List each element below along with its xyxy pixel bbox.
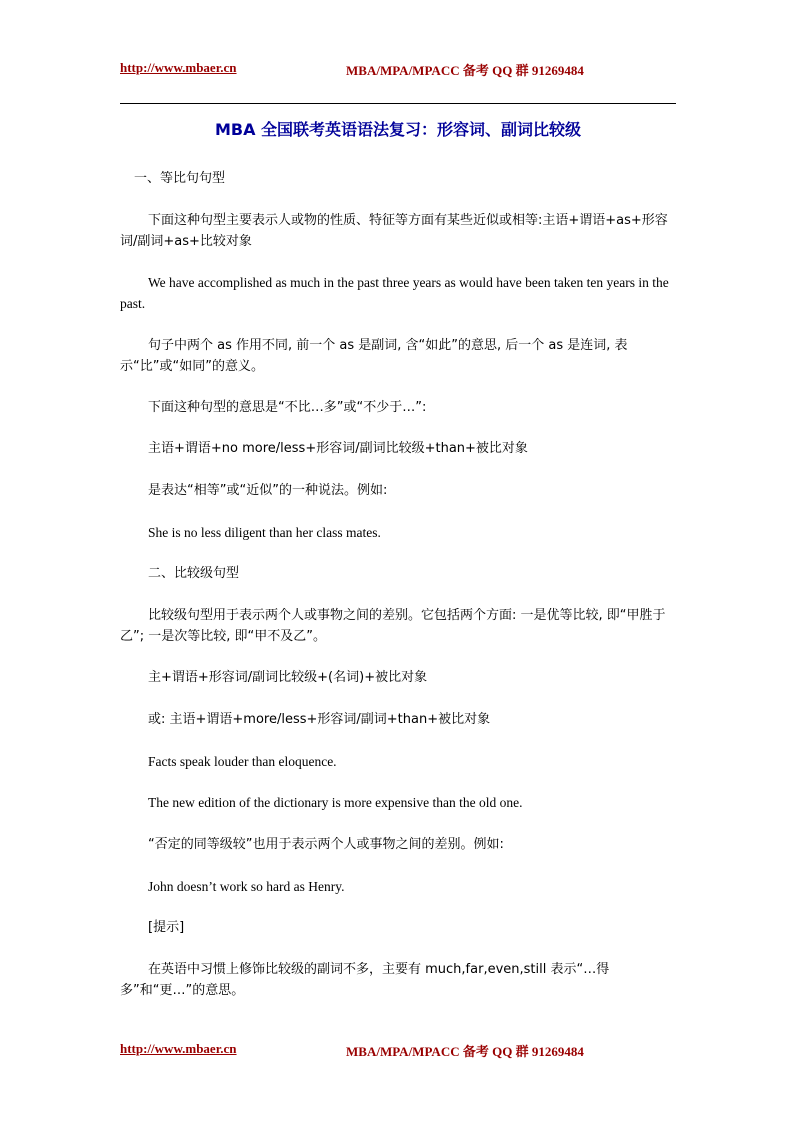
paragraph: 或: 主语+谓语+more/less+形容词/副词+than+被比对象 (148, 712, 491, 727)
example-sentence: We have accomplished as much in the past three years as would have been taken ten years in the past. (120, 275, 669, 311)
header-qq-text: MBA/MPA/MPACC 备考 QQ 群 91269484 (346, 63, 584, 78)
paragraph: 是表达“相等”或“近似”的一种说法。例如: (148, 483, 388, 498)
example-sentence: John doesn’t work so hard as Henry. (148, 879, 345, 894)
paragraph: 主+谓语+形容词/副词比较级+(名词)+被比对象 (148, 670, 428, 685)
paragraph: 下面这种句型主要表示人或物的性质、特征等方面有某些近似或相等:主语+谓语+as+形容词/副词+as+比较对象 (120, 213, 668, 249)
paragraph: 下面这种句型的意思是“不比…多”或“不少于…”: (148, 400, 427, 415)
section-heading-equal-comparison: 一、等比句句型 (134, 171, 226, 186)
footer-qq-text: MBA/MPA/MPACC 备考 QQ 群 91269484 (346, 1044, 584, 1059)
paragraph: 主语+谓语+no more/less+形容词/副词比较级+than+被比对象 (148, 441, 528, 456)
tip-label: [提示] (148, 920, 185, 935)
paragraph: “否定的同等级较”也用于表示两个人或事物之间的差别。例如: (148, 837, 504, 852)
paragraph: 比较级句型用于表示两个人或事物之间的差别。它包括两个方面: 一是优等比较, 即“甲胜于乙”; 一是次等比较, 即“甲不及乙”。 (120, 608, 666, 644)
header-url-link[interactable]: http://www.mbaer.cn (120, 60, 237, 75)
paragraph: 句子中两个 as 作用不同, 前一个 as 是副词, 含“如此”的意思, 后一个 as 是连词, 表示“比”或“如同”的意义。 (120, 338, 628, 374)
section-heading-comparative: 二、比较级句型 (148, 566, 240, 581)
page-footer (120, 1041, 680, 1061)
paragraph: 在英语中习惯上修饰比较级的副词不多，主要有 much,far,even,still 表示“…得多”和“更…”的意思。 (120, 962, 610, 998)
example-sentence: The new edition of the dictionary is more expensive than the old one. (148, 795, 523, 810)
header-rule (120, 103, 676, 104)
footer-url-link[interactable]: http://www.mbaer.cn (120, 1041, 237, 1056)
page-header (120, 60, 680, 80)
example-sentence: Facts speak louder than eloquence. (148, 754, 337, 769)
example-sentence: She is no less diligent than her class mates. (148, 525, 381, 540)
document-title: MBA 全国联考英语语法复习：形容词、副词比较级 (214, 120, 582, 139)
